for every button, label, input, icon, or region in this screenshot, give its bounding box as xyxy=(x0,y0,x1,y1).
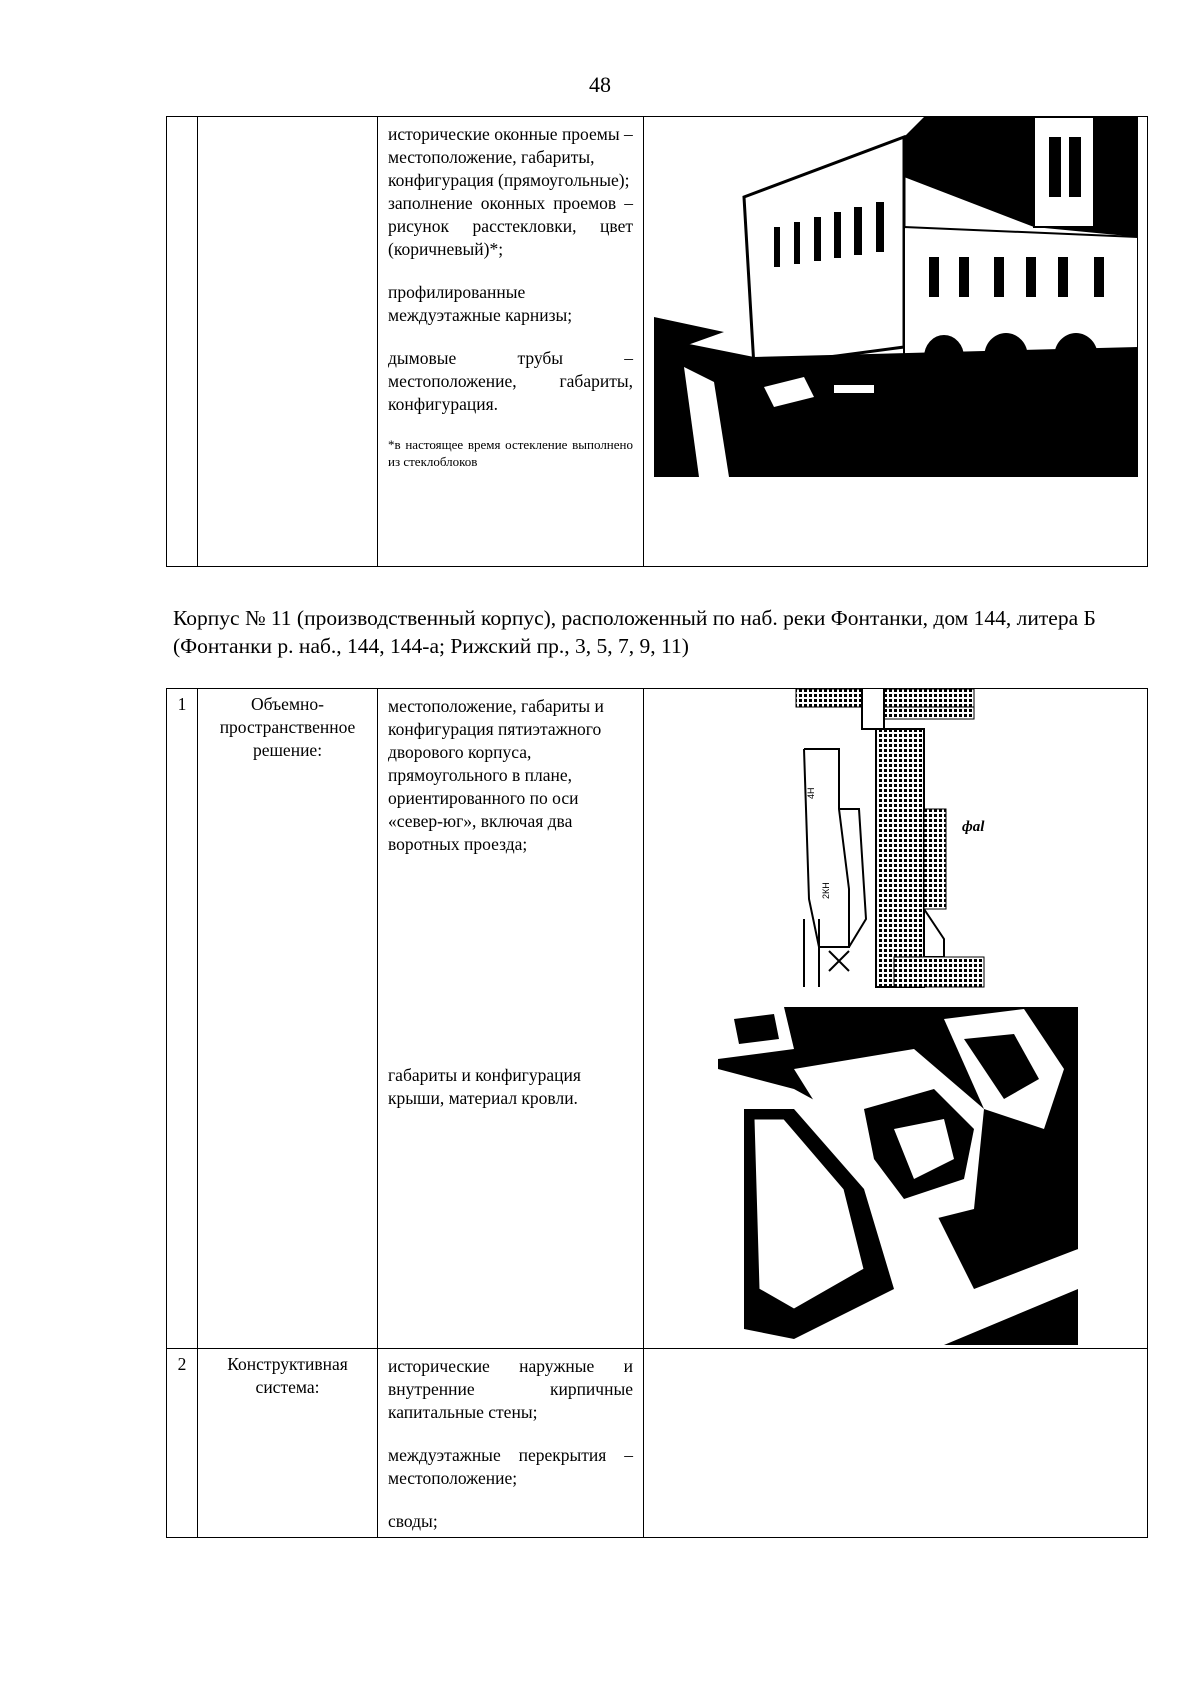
table-row xyxy=(167,117,1148,567)
photo-cell xyxy=(644,117,1148,567)
paragraph-chimneys: дымовые трубы – местоположение, габариты, конфигурация. xyxy=(388,348,633,414)
paragraph-window-openings: исторические оконные проемы – местоположение, габариты, конфигурация (прямоугольные); xyxy=(388,124,633,190)
table-row xyxy=(167,689,1148,1349)
row-label: Конструктивная система: xyxy=(198,1349,378,1538)
site-plan xyxy=(796,689,985,987)
row-description xyxy=(378,1349,644,1538)
paragraph-floors: междуэтажные перекрытия – местоположение; xyxy=(388,1445,633,1488)
footnote: *в настоящее время остекление выполнено из стеклоблоков xyxy=(388,437,633,469)
row-number xyxy=(167,117,198,567)
row-description xyxy=(378,117,644,567)
empty-image-cell xyxy=(644,1349,1148,1538)
plan-label-2kn: 2КН xyxy=(821,882,831,899)
street-facade-photo xyxy=(654,117,1138,477)
plan-and-aerial-images xyxy=(644,689,1148,1347)
aerial-photo xyxy=(718,1007,1078,1345)
paragraph-vaults: своды; xyxy=(388,1511,438,1531)
paragraph-walls: исторические наружные и внутренние кирпичные капитальные стены; xyxy=(388,1356,633,1422)
row-label: Объемно-пространственное решение: xyxy=(198,689,378,1349)
table-continuation xyxy=(166,116,1148,567)
table-row xyxy=(167,1349,1148,1538)
paragraph-window-filling: заполнение оконных проемов – рисунок расстекловки, цвет (коричневый)*; xyxy=(388,193,633,259)
paragraph-volume: местоположение, габариты и конфигурация пятиэтажного дворового корпуса, прямоугольного в плане, ориентированного по оси «север-юг», включая два воротных проезда; xyxy=(388,696,604,854)
paragraph-cornices: профилированные междуэтажные карнизы; xyxy=(388,282,573,325)
plan-label-fa: фаl xyxy=(962,819,985,835)
row-number: 2 xyxy=(167,1349,198,1538)
plan-label-4n: 4Н xyxy=(806,787,816,799)
table-building-11 xyxy=(166,688,1148,1538)
paragraph-roof: габариты и конфигурация крыши, материал кровли. xyxy=(388,1065,581,1108)
section-caption: Корпус № 11 (производственный корпус), расположенный по наб. реки Фонтанки, дом 144, литера Б (Фонтанки р. наб., 144, 144-а; Рижский пр., 3, 5, 7, 9, 11) xyxy=(173,606,1096,658)
images-cell xyxy=(644,689,1148,1349)
row-number: 1 xyxy=(167,689,198,1349)
page-number: 48 xyxy=(589,72,611,97)
row-label xyxy=(198,117,378,567)
row-description xyxy=(378,689,644,1349)
